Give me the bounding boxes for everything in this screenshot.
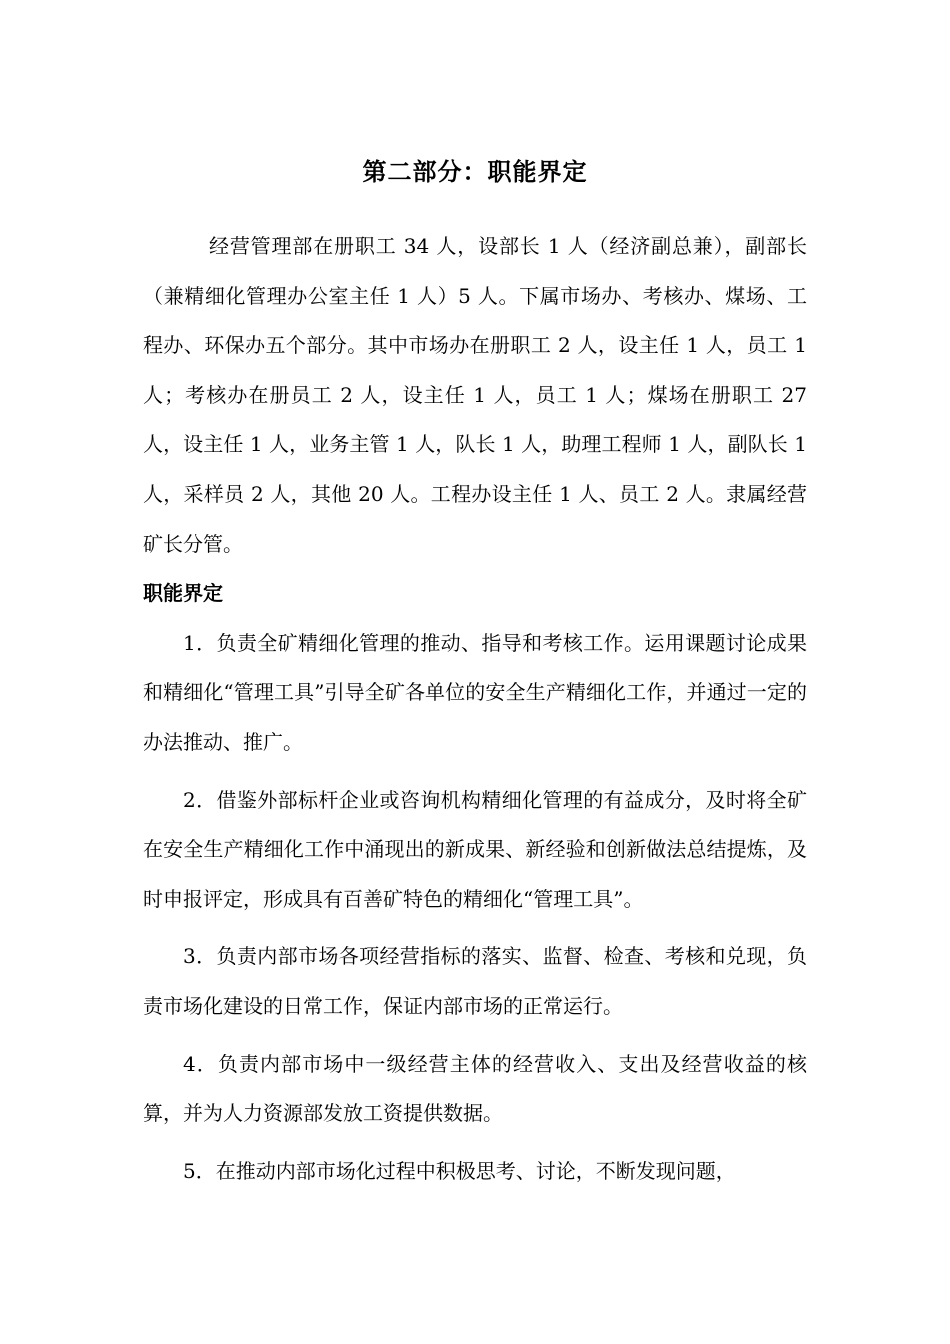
duty-item-1: 1．负责全矿精细化管理的推动、指导和考核工作。运用课题讨论成果和精细化“管理工具”引导全矿各单位的安全生产精细化工作，并通过一定的办法推动、推广。: [143, 630, 807, 754]
duty-item-5: 5．在推动内部市场化过程中积极思考、讨论，不断发现问题，: [183, 1158, 736, 1183]
page-title: 第二部分：职能界定: [362, 158, 588, 186]
section-heading: 职能界定: [143, 581, 223, 606]
duty-item-3: 3．负责内部市场各项经营指标的落实、监督、检查、考核和兑现，负责市场化建设的日常工作，保证内部市场的正常运行。: [143, 944, 807, 1018]
intro-paragraph: 经营管理部在册职工 34 人，设部长 1 人（经济副总兼），副部长（兼精细化管理办公室主任 1 人）5 人。下属市场办、考核办、煤场、工程办、环保办五个部分。其中市场办在册职工 2 人，设主任 1 人，员工 1 人；考核办在册员工 2 人，设主任 1 人，员工 1 人；煤场在册职工 27 人，设主任 1 人，业务主管 1 人，队长 1 人，助理工程师 1 人，副队长 1 人，采样员 2 人，其他 20 人。工程办设主任 1 人、员工 2 人。隶属经营矿长分管。: [143, 234, 807, 556]
document-body: [143, 222, 807, 1204]
duty-item-4: 4．负责内部市场中一级经营主体的经营收入、支出及经营收益的核算，并为人力资源部发放工资提供数据。: [143, 1051, 807, 1126]
duty-item-2: 2．借鉴外部标杆企业或咨询机构精细化管理的有益成分，及时将全矿在安全生产精细化工作中涌现出的新成果、新经验和创新做法总结提炼，及时申报评定，形成具有百善矿特色的精细化“管理工具”。: [143, 787, 807, 911]
